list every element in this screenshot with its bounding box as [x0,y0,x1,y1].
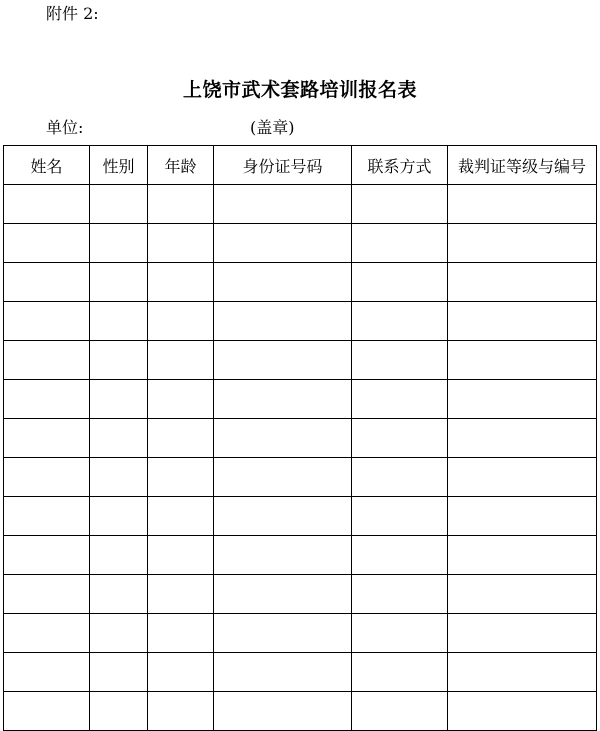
table-cell-age[interactable] [148,224,214,263]
table-row [4,380,597,419]
table-cell-referee-level[interactable] [448,692,597,731]
table-cell-gender[interactable] [90,263,148,302]
page-title: 上饶市武术套路培训报名表 [182,79,417,101]
table-cell-age[interactable] [148,380,214,419]
table-row [4,341,597,380]
table-cell-name[interactable] [4,692,90,731]
table-cell-age[interactable] [148,575,214,614]
table-cell-id-number[interactable] [214,614,352,653]
table-cell-referee-level[interactable] [448,458,597,497]
table-cell-age[interactable] [148,653,214,692]
table-cell-contact[interactable] [352,497,448,536]
table-cell-age[interactable] [148,458,214,497]
table-cell-gender[interactable] [90,302,148,341]
table-cell-referee-level[interactable] [448,263,597,302]
table-row [4,692,597,731]
table-cell-referee-level[interactable] [448,419,597,458]
table-cell-id-number[interactable] [214,497,352,536]
table-cell-id-number[interactable] [214,341,352,380]
table-cell-referee-level[interactable] [448,224,597,263]
table-cell-referee-level[interactable] [448,575,597,614]
table-cell-name[interactable] [4,302,90,341]
table-row [4,458,597,497]
table-cell-id-number[interactable] [214,380,352,419]
table-cell-name[interactable] [4,536,90,575]
table-cell-age[interactable] [148,614,214,653]
column-header-name: 姓名 [4,146,90,185]
table-row [4,302,597,341]
table-cell-id-number[interactable] [214,419,352,458]
table-cell-referee-level[interactable] [448,536,597,575]
table-cell-age[interactable] [148,185,214,224]
column-header-gender: 性别 [90,146,148,185]
table-cell-name[interactable] [4,263,90,302]
unit-label: 单位: [46,118,84,137]
attachment-label: 附件 2: [46,4,99,23]
table-cell-gender[interactable] [90,692,148,731]
table-cell-contact[interactable] [352,614,448,653]
table-cell-contact[interactable] [352,536,448,575]
table-cell-gender[interactable] [90,614,148,653]
table-row [4,653,597,692]
table-cell-gender[interactable] [90,497,148,536]
table-cell-contact[interactable] [352,302,448,341]
table-cell-age[interactable] [148,263,214,302]
table-cell-name[interactable] [4,419,90,458]
table-cell-name[interactable] [4,458,90,497]
table-cell-contact[interactable] [352,653,448,692]
table-cell-id-number[interactable] [214,185,352,224]
table-row [4,536,597,575]
table-cell-contact[interactable] [352,692,448,731]
table-cell-id-number[interactable] [214,458,352,497]
table-cell-name[interactable] [4,185,90,224]
table-cell-referee-level[interactable] [448,653,597,692]
table-cell-contact[interactable] [352,185,448,224]
table-cell-referee-level[interactable] [448,614,597,653]
table-cell-contact[interactable] [352,263,448,302]
table-cell-id-number[interactable] [214,263,352,302]
table-cell-age[interactable] [148,302,214,341]
column-header-age: 年龄 [148,146,214,185]
table-cell-referee-level[interactable] [448,185,597,224]
table-cell-id-number[interactable] [214,302,352,341]
table-cell-contact[interactable] [352,341,448,380]
table-cell-id-number[interactable] [214,653,352,692]
column-header-contact: 联系方式 [352,146,448,185]
seal-note: (盖章) [250,118,295,137]
table-cell-gender[interactable] [90,185,148,224]
table-cell-age[interactable] [148,692,214,731]
table-cell-referee-level[interactable] [448,497,597,536]
table-cell-gender[interactable] [90,419,148,458]
table-cell-name[interactable] [4,614,90,653]
table-cell-referee-level[interactable] [448,341,597,380]
table-cell-name[interactable] [4,497,90,536]
table-row [4,185,597,224]
table-cell-contact[interactable] [352,575,448,614]
table-cell-gender[interactable] [90,536,148,575]
column-header-referee-level: 裁判证等级与编号 [448,146,597,185]
table-cell-name[interactable] [4,380,90,419]
table-row [4,224,597,263]
table-cell-contact[interactable] [352,419,448,458]
table-cell-gender[interactable] [90,458,148,497]
table-cell-gender[interactable] [90,380,148,419]
table-cell-id-number[interactable] [214,692,352,731]
column-header-id-number: 身份证号码 [214,146,352,185]
table-row [4,575,597,614]
table-cell-name[interactable] [4,575,90,614]
table-row [4,419,597,458]
table-cell-age[interactable] [148,419,214,458]
table-cell-gender[interactable] [90,341,148,380]
table-cell-id-number[interactable] [214,536,352,575]
table-cell-id-number[interactable] [214,575,352,614]
table-cell-referee-level[interactable] [448,302,597,341]
table-cell-name[interactable] [4,224,90,263]
table-cell-referee-level[interactable] [448,380,597,419]
table-row [4,614,597,653]
table-cell-contact[interactable] [352,224,448,263]
table-cell-age[interactable] [148,341,214,380]
registration-table [3,145,597,731]
table-cell-name[interactable] [4,653,90,692]
table-body [4,185,597,731]
table-cell-gender[interactable] [90,224,148,263]
table-cell-contact[interactable] [352,380,448,419]
table-cell-name[interactable] [4,341,90,380]
table-row [4,497,597,536]
table-cell-gender[interactable] [90,653,148,692]
table-cell-gender[interactable] [90,575,148,614]
table-cell-contact[interactable] [352,458,448,497]
table-header-row [4,146,597,185]
table-cell-age[interactable] [148,536,214,575]
table-cell-id-number[interactable] [214,224,352,263]
table-row [4,263,597,302]
table-cell-age[interactable] [148,497,214,536]
